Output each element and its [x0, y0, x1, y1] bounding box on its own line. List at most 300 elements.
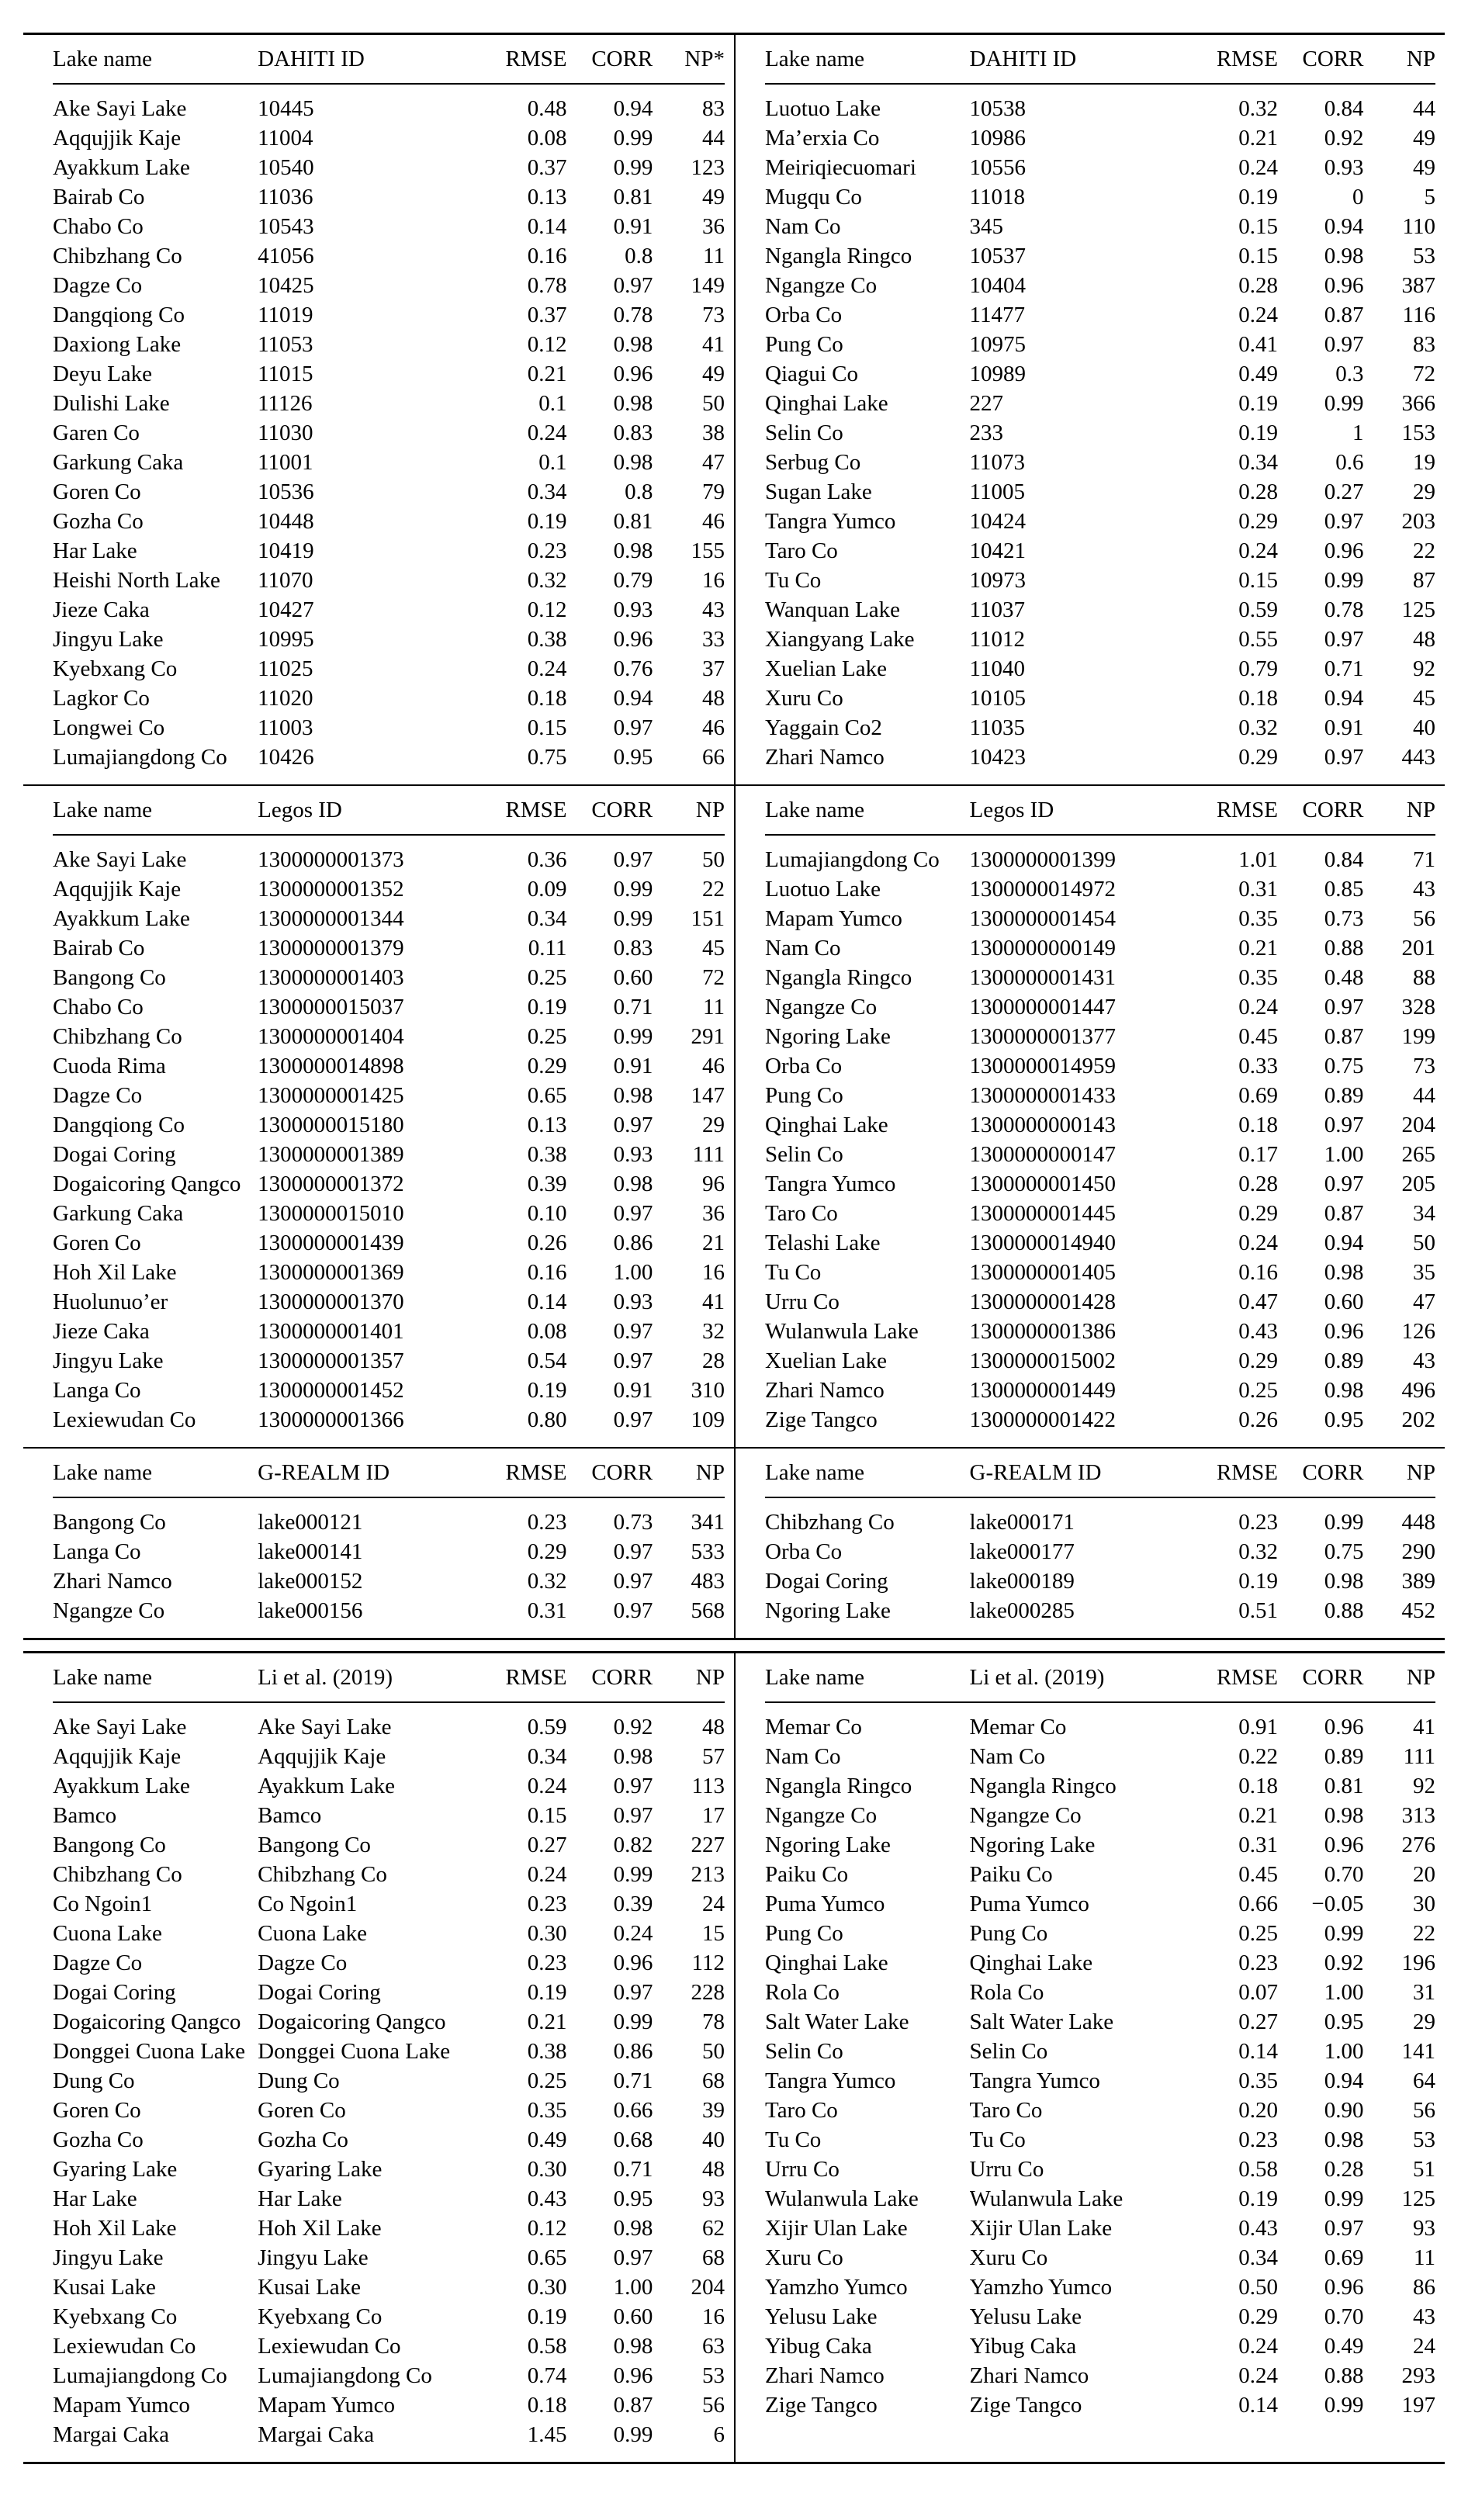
corr-cell: 0.92 — [1324, 126, 1364, 150]
lake-name-cell: Kusai Lake — [53, 2276, 156, 2299]
corr-cell: 0.96 — [1324, 274, 1364, 297]
corr-cell: 0.88 — [1324, 936, 1364, 960]
lake-name-cell: Nam Co — [765, 1745, 841, 1768]
id-cell: 10543 — [258, 215, 314, 238]
rmse-cell: 0.23 — [527, 1511, 567, 1534]
rmse-cell: 0.15 — [527, 1804, 567, 1827]
altimetry-validation-table — [23, 33, 1445, 1640]
table-row — [53, 389, 725, 418]
corr-cell: 0.73 — [1324, 907, 1364, 930]
lake-name-repeat-cell: Xuru Co — [969, 2246, 1048, 2269]
rmse-cell: 0.91 — [1238, 1715, 1278, 1739]
id-cell: 11035 — [969, 716, 1025, 739]
lake-name-cell: Zhari Namco — [765, 746, 885, 769]
id-cell: 11040 — [969, 657, 1025, 680]
col-header-li2019-id: Li et al. (2019) — [969, 1666, 1105, 1689]
lake-name-repeat-cell: Yelusu Lake — [969, 2305, 1082, 2328]
lake-name-cell: Ake Sayi Lake — [53, 848, 187, 871]
corr-cell: 0.79 — [613, 569, 653, 592]
li2019-right-half — [734, 1653, 1445, 2462]
np-cell: 291 — [691, 1025, 725, 1048]
np-cell: 201 — [1401, 936, 1435, 960]
np-cell: 78 — [701, 2010, 725, 2034]
col-header-lake-name: Lake name — [53, 47, 153, 71]
corr-cell: 0.78 — [1324, 598, 1364, 621]
id-cell: 1300000014959 — [969, 1054, 1117, 1078]
table-row — [765, 271, 1435, 300]
corr-cell: 0.91 — [613, 1054, 653, 1078]
np-cell: 109 — [691, 1408, 725, 1431]
lake-name-cell: Jieze Caka — [53, 1320, 150, 1343]
table-row — [53, 1169, 725, 1199]
table-row — [53, 418, 725, 448]
lake-name-cell: Aqqujjik Kaje — [53, 126, 182, 150]
rmse-cell: 0.55 — [1238, 628, 1278, 651]
id-cell: 10427 — [258, 598, 314, 621]
table-row — [53, 2420, 725, 2449]
rmse-cell: 0.25 — [527, 1025, 567, 1048]
id-cell: 1300000001428 — [969, 1290, 1117, 1314]
rmse-cell: 1.01 — [1238, 848, 1278, 871]
id-cell: 1300000000143 — [969, 1113, 1117, 1137]
np-cell: 213 — [691, 1863, 725, 1886]
table-row — [765, 330, 1435, 359]
id-cell: 1300000001377 — [969, 1025, 1117, 1048]
np-cell: 92 — [1412, 657, 1435, 680]
id-cell: 11020 — [258, 687, 313, 710]
rmse-cell: 0.45 — [1238, 1863, 1278, 1886]
table-row — [765, 595, 1435, 625]
corr-cell: 0.95 — [613, 746, 653, 769]
lake-name-cell: Dogai Coring — [765, 1570, 888, 1593]
lake-name-cell: Luotuo Lake — [765, 97, 881, 120]
id-cell: lake000285 — [969, 1599, 1075, 1622]
rmse-cell: 0.43 — [527, 2187, 567, 2210]
rmse-cell: 0.19 — [527, 510, 567, 533]
lake-name-repeat-cell: Wulanwula Lake — [969, 2187, 1124, 2210]
lake-name-cell: Chibzhang Co — [765, 1511, 895, 1534]
lake-name-repeat-cell: Ayakkum Lake — [258, 1774, 396, 1798]
rmse-cell: 0.07 — [1238, 1981, 1278, 2004]
np-cell: 483 — [691, 1570, 725, 1593]
corr-cell: 0.97 — [613, 274, 653, 297]
table-row — [53, 1508, 725, 1537]
rmse-cell: 0.20 — [1238, 2099, 1278, 2122]
np-cell: 48 — [701, 1715, 725, 1739]
rmse-cell: 0.24 — [1238, 303, 1278, 327]
rmse-cell: 0.47 — [1238, 1290, 1278, 1314]
rmse-cell: 0.25 — [527, 966, 567, 989]
np-cell: 79 — [701, 480, 725, 504]
lake-name-cell: Yamzho Yumco — [765, 2276, 908, 2299]
table-row — [765, 1022, 1435, 1051]
table-row — [765, 713, 1435, 742]
rmse-cell: 0.31 — [1238, 1833, 1278, 1857]
rmse-cell: 0.45 — [1238, 1025, 1278, 1048]
table-row — [765, 2361, 1435, 2390]
grealm-right-half — [734, 1449, 1445, 1638]
id-cell: 11126 — [258, 392, 313, 415]
lake-name-cell: Dagze Co — [53, 274, 143, 297]
corr-cell: 0.97 — [1324, 1172, 1364, 1196]
lake-name-cell: Tangra Yumco — [765, 510, 896, 533]
corr-cell: 0.94 — [1324, 2069, 1364, 2092]
lake-name-repeat-cell: Qinghai Lake — [969, 1951, 1093, 1975]
table-row — [53, 2125, 725, 2155]
rmse-cell: 0.59 — [527, 1715, 567, 1739]
table-row — [53, 2390, 725, 2420]
table-row — [765, 2037, 1435, 2066]
lake-name-repeat-cell: Yibug Caka — [969, 2335, 1077, 2358]
rmse-cell: 0.28 — [1238, 274, 1278, 297]
rmse-cell: 0.09 — [527, 878, 567, 901]
lake-name-cell: Xuru Co — [765, 2246, 843, 2269]
corr-cell: 0.89 — [1324, 1349, 1364, 1372]
rmse-cell: 0.18 — [1238, 1113, 1278, 1137]
rmse-cell: 0.51 — [1238, 1599, 1278, 1622]
table-row — [53, 1889, 725, 1919]
legos-left-body — [53, 836, 725, 1447]
rmse-cell: 0.24 — [1238, 995, 1278, 1019]
np-cell: 290 — [1401, 1540, 1435, 1563]
np-cell: 87 — [1412, 569, 1435, 592]
lake-name-cell: Ayakkum Lake — [53, 907, 190, 930]
col-header-lake-name: Lake name — [765, 1461, 865, 1484]
np-cell: 112 — [691, 1951, 725, 1975]
corr-cell: 0.83 — [613, 421, 653, 445]
np-cell: 50 — [1412, 1231, 1435, 1255]
rmse-cell: 0.29 — [1238, 2305, 1278, 2328]
lake-name-repeat-cell: Pung Co — [969, 1922, 1048, 1945]
rmse-cell: 0.15 — [1238, 244, 1278, 268]
corr-cell: 0.60 — [613, 2305, 653, 2328]
corr-cell: 0.96 — [1324, 1715, 1364, 1739]
corr-cell: 0.88 — [1324, 2364, 1364, 2387]
lake-name-cell: Mapam Yumco — [765, 907, 902, 930]
np-cell: 11 — [703, 995, 725, 1019]
table-row — [765, 1771, 1435, 1801]
table-row — [765, 507, 1435, 536]
table-row — [765, 1081, 1435, 1110]
table-row — [765, 1712, 1435, 1742]
rmse-cell: 0.15 — [1238, 569, 1278, 592]
np-cell: 38 — [701, 421, 725, 445]
rmse-cell: 0.24 — [1238, 539, 1278, 562]
corr-cell: 0.98 — [1324, 244, 1364, 268]
lake-name-repeat-cell: Urru Co — [969, 2158, 1044, 2181]
lake-name-cell: Qiagui Co — [765, 362, 859, 386]
lake-name-repeat-cell: Mapam Yumco — [258, 2394, 396, 2417]
lake-name-cell: Zige Tangco — [765, 1408, 878, 1431]
table-row — [53, 1712, 725, 1742]
rmse-cell: 0.32 — [1238, 97, 1278, 120]
corr-cell: 0.99 — [613, 1025, 653, 1048]
lake-name-cell: Lexiewudan Co — [53, 2335, 196, 2358]
id-cell: 1300000001372 — [258, 1172, 404, 1196]
id-cell: 10105 — [969, 687, 1027, 710]
id-cell: 1300000001373 — [258, 848, 404, 871]
rmse-cell: 0.41 — [1238, 333, 1278, 356]
corr-cell: 0.97 — [613, 1408, 653, 1431]
lake-name-cell: Yibug Caka — [765, 2335, 872, 2358]
rmse-cell: 0.08 — [527, 126, 567, 150]
np-cell: 125 — [1401, 2187, 1435, 2210]
corr-cell: 0.94 — [1324, 687, 1364, 710]
id-cell: 1300000001386 — [969, 1320, 1117, 1343]
lake-name-cell: Ngangla Ringco — [765, 244, 912, 268]
id-cell: 1300000001370 — [258, 1290, 404, 1314]
id-cell: lake000141 — [258, 1540, 363, 1563]
lake-name-cell: Memar Co — [765, 1715, 862, 1739]
np-cell: 49 — [1412, 156, 1435, 179]
np-cell: 51 — [1412, 2158, 1435, 2181]
table-row — [53, 1919, 725, 1948]
rmse-cell: 0.17 — [1238, 1143, 1278, 1166]
table-row — [53, 2155, 725, 2184]
lake-name-cell: Ayakkum Lake — [53, 156, 190, 179]
lake-name-cell: Urru Co — [765, 2158, 840, 2181]
lake-name-cell: Tangra Yumco — [765, 2069, 896, 2092]
corr-cell: 0.97 — [1324, 333, 1364, 356]
id-cell: 10975 — [969, 333, 1027, 356]
table-row — [53, 1140, 725, 1169]
np-cell: 73 — [701, 303, 725, 327]
np-cell: 46 — [701, 510, 725, 533]
lake-name-cell: Gyaring Lake — [53, 2158, 178, 2181]
rmse-cell: 0.19 — [1238, 1570, 1278, 1593]
id-cell: 11073 — [969, 451, 1025, 474]
lake-name-repeat-cell: Dagze Co — [258, 1951, 348, 1975]
lake-name-cell: Ngangze Co — [765, 1804, 878, 1827]
lake-name-cell: Taro Co — [765, 539, 838, 562]
np-cell: 47 — [1412, 1290, 1435, 1314]
li2019-right-body — [765, 1703, 1435, 2432]
lake-name-repeat-cell: Kusai Lake — [258, 2276, 361, 2299]
lake-name-cell: Pung Co — [765, 333, 843, 356]
lake-name-repeat-cell: Kyebxang Co — [258, 2305, 383, 2328]
corr-cell: 0.3 — [1335, 362, 1364, 386]
np-cell: 39 — [701, 2099, 725, 2122]
table-row — [765, 684, 1435, 713]
np-cell: 110 — [1402, 215, 1435, 238]
table-row — [765, 182, 1435, 212]
id-cell: 1300000001425 — [258, 1084, 404, 1107]
lake-name-cell: Ma’erxia Co — [765, 126, 880, 150]
corr-cell: 0.91 — [1324, 716, 1364, 739]
table-row — [765, 123, 1435, 153]
corr-cell: 0.87 — [1324, 1202, 1364, 1225]
rmse-cell: 0.24 — [1238, 156, 1278, 179]
corr-cell: 0.97 — [613, 1349, 653, 1372]
table-row — [765, 874, 1435, 904]
lake-name-cell: Serbug Co — [765, 451, 861, 474]
np-cell: 123 — [691, 156, 725, 179]
lake-name-cell: Ngangze Co — [53, 1599, 165, 1622]
rmse-cell: 0.43 — [1238, 1320, 1278, 1343]
col-header-lake-name: Lake name — [765, 798, 865, 822]
lake-name-cell: Ayakkum Lake — [53, 1774, 190, 1798]
corr-cell: 0.96 — [613, 362, 653, 386]
table-row — [765, 1830, 1435, 1860]
np-cell: 5 — [1424, 185, 1435, 209]
id-cell: 1300000001405 — [969, 1261, 1117, 1284]
corr-cell: 0.78 — [613, 303, 653, 327]
col-header-lake-name: Lake name — [53, 1461, 153, 1484]
np-cell: 56 — [1412, 907, 1435, 930]
header-row — [765, 786, 1435, 836]
lake-name-cell: Ake Sayi Lake — [53, 1715, 187, 1739]
id-cell: 11003 — [258, 716, 313, 739]
np-cell: 202 — [1401, 1408, 1435, 1431]
id-cell: 11037 — [969, 598, 1025, 621]
id-cell: 1300000001369 — [258, 1261, 404, 1284]
lake-name-cell: Yelusu Lake — [765, 2305, 878, 2328]
id-cell: lake000152 — [258, 1570, 363, 1593]
corr-cell: 0.90 — [1324, 2099, 1364, 2122]
np-cell: 313 — [1401, 1804, 1435, 1827]
id-cell: 11019 — [258, 303, 313, 327]
table-row — [53, 1771, 725, 1801]
np-cell: 310 — [691, 1379, 725, 1402]
np-cell: 341 — [691, 1511, 725, 1534]
lake-name-cell: Dogaicoring Qangco — [53, 2010, 241, 2034]
corr-cell: 0.39 — [613, 1892, 653, 1916]
np-cell: 389 — [1401, 1570, 1435, 1593]
rmse-cell: 0.13 — [527, 185, 567, 209]
col-header-li2019-id: Li et al. (2019) — [258, 1666, 393, 1689]
id-cell: 1300000001352 — [258, 878, 404, 901]
lake-name-cell: Aqqujjik Kaje — [53, 878, 182, 901]
lake-name-cell: Heishi North Lake — [53, 569, 220, 592]
np-cell: 20 — [1412, 1863, 1435, 1886]
rmse-cell: 0.66 — [1238, 1892, 1278, 1916]
corr-cell: 0.97 — [1324, 746, 1364, 769]
col-header-lake-name: Lake name — [53, 798, 153, 822]
np-cell: 96 — [701, 1172, 725, 1196]
table-row — [53, 212, 725, 241]
np-cell: 29 — [1412, 2010, 1435, 2034]
np-cell: 86 — [1412, 2276, 1435, 2299]
lake-name-repeat-cell: Gozha Co — [258, 2128, 348, 2151]
corr-cell: 0.89 — [1324, 1745, 1364, 1768]
rmse-cell: 0.58 — [527, 2335, 567, 2358]
lake-name-repeat-cell: Selin Co — [969, 2040, 1048, 2063]
corr-cell: 0.87 — [1324, 1025, 1364, 1048]
table-row — [765, 1110, 1435, 1140]
col-header-corr: CORR — [1302, 798, 1364, 822]
lake-name-cell: Bamco — [53, 1804, 117, 1827]
np-cell: 11 — [1414, 2246, 1435, 2269]
rmse-cell: 0.35 — [1238, 2069, 1278, 2092]
np-cell: 228 — [691, 1981, 725, 2004]
np-cell: 21 — [701, 1231, 725, 1255]
table-row — [765, 963, 1435, 992]
lake-name-repeat-cell: Yamzho Yumco — [969, 2276, 1113, 2299]
lake-name-cell: Selin Co — [765, 1143, 843, 1166]
lake-name-cell: Bangong Co — [53, 1833, 166, 1857]
lake-name-cell: Pung Co — [765, 1922, 843, 1945]
np-cell: 293 — [1401, 2364, 1435, 2387]
np-cell: 116 — [1402, 303, 1435, 327]
col-header-lake-name: Lake name — [53, 1666, 153, 1689]
np-cell: 48 — [701, 2158, 725, 2181]
col-header-corr: CORR — [591, 798, 653, 822]
table-row — [765, 2155, 1435, 2184]
corr-cell: 0.99 — [613, 2010, 653, 2034]
np-cell: 37 — [701, 657, 725, 680]
np-cell: 43 — [1412, 1349, 1435, 1372]
table-row — [53, 1287, 725, 1317]
lake-name-cell: Jingyu Lake — [53, 628, 164, 651]
lake-name-repeat-cell: Dogaicoring Qangco — [258, 2010, 446, 2034]
corr-cell: 0.96 — [1324, 539, 1364, 562]
table-row — [765, 2243, 1435, 2272]
table-row — [53, 1199, 725, 1228]
rmse-cell: 0.29 — [527, 1054, 567, 1078]
col-header-dahiti-id: DAHITI ID — [258, 47, 365, 71]
table-row — [765, 2390, 1435, 2420]
table-row — [765, 1860, 1435, 1889]
corr-cell: 0.95 — [613, 2187, 653, 2210]
id-cell: 10556 — [969, 156, 1027, 179]
table-row — [53, 904, 725, 933]
np-cell: 16 — [701, 1261, 725, 1284]
lake-name-repeat-cell: Paiku Co — [969, 1863, 1053, 1886]
lake-name-cell: Tu Co — [765, 2128, 822, 2151]
corr-cell: 0.97 — [1324, 628, 1364, 651]
id-cell: 1300000001445 — [969, 1202, 1117, 1225]
rmse-cell: 0.24 — [527, 1774, 567, 1798]
lake-name-cell: Ngangla Ringco — [765, 966, 912, 989]
np-cell: 53 — [1412, 244, 1435, 268]
table-row — [765, 1317, 1435, 1346]
table-row — [53, 1346, 725, 1376]
rmse-cell: 0.18 — [1238, 687, 1278, 710]
corr-cell: 0.96 — [613, 1951, 653, 1975]
lake-name-cell: Longwei Co — [53, 716, 165, 739]
table-row — [53, 566, 725, 595]
table-row — [53, 1317, 725, 1346]
rmse-cell: 0.18 — [527, 687, 567, 710]
lake-name-repeat-cell: Gyaring Lake — [258, 2158, 383, 2181]
rmse-cell: 0.1 — [538, 392, 567, 415]
id-cell: 1300000014898 — [258, 1054, 404, 1078]
lake-name-cell: Hoh Xil Lake — [53, 2217, 177, 2240]
rmse-cell: 0.23 — [527, 539, 567, 562]
table-row — [765, 359, 1435, 389]
header-row — [53, 35, 725, 85]
np-cell: 126 — [1401, 1320, 1435, 1343]
id-cell: 1300000000149 — [969, 936, 1117, 960]
np-cell: 46 — [701, 716, 725, 739]
lake-name-cell: Pung Co — [765, 1084, 843, 1107]
np-cell: 30 — [1412, 1892, 1435, 1916]
lake-name-cell: Dogai Coring — [53, 1981, 176, 2004]
table-row — [765, 742, 1435, 772]
rmse-cell: 0.29 — [1238, 510, 1278, 533]
np-cell: 68 — [701, 2246, 725, 2269]
lake-name-cell: Dung Co — [53, 2069, 135, 2092]
lake-name-cell: Dogaicoring Qangco — [53, 1172, 241, 1196]
lake-name-cell: Donggei Cuona Lake — [53, 2040, 246, 2063]
table-row — [53, 271, 725, 300]
np-cell: 93 — [701, 2187, 725, 2210]
id-cell: 1300000001433 — [969, 1084, 1117, 1107]
np-cell: 227 — [691, 1833, 725, 1857]
table-row — [53, 2272, 725, 2302]
corr-cell: 0.99 — [613, 2423, 653, 2446]
lake-name-repeat-cell: Ake Sayi Lake — [258, 1715, 392, 1739]
